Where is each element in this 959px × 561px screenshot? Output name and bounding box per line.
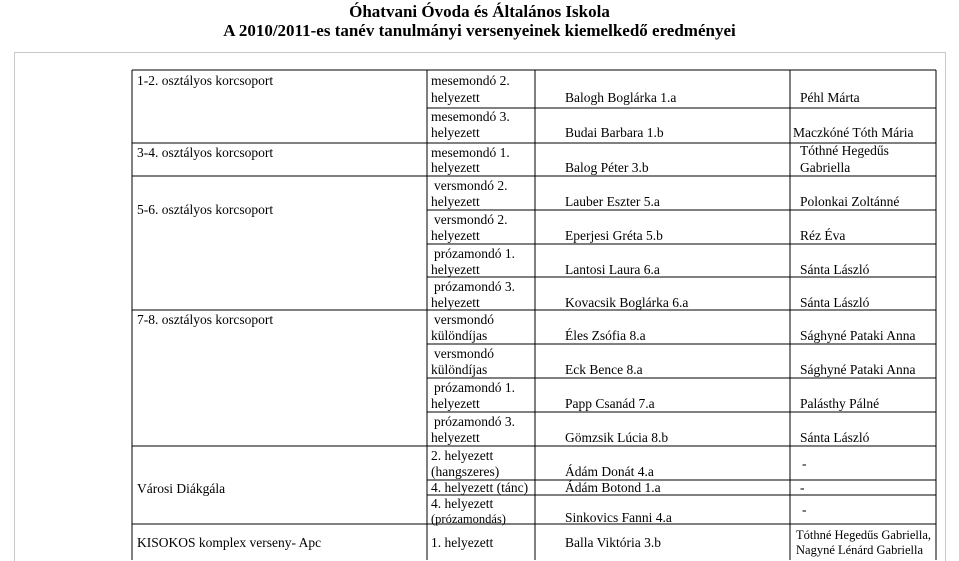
result-line: különdíjas <box>431 328 488 343</box>
result-line: prózamondó 1. <box>434 380 515 395</box>
teacher-name: Sághyné Pataki Anna <box>800 328 916 343</box>
result-line: helyezett <box>431 396 480 411</box>
result-line: helyezett <box>431 295 480 310</box>
student-name: Ádám Donát 4.a <box>565 464 654 479</box>
student-name: Sinkovics Fanni 4.a <box>565 510 672 525</box>
student-name: Papp Csanád 7.a <box>565 396 655 411</box>
teacher-name: Maczkóné Tóth Mária <box>793 125 914 140</box>
result-line: helyezett <box>431 262 480 277</box>
document-title: A 2010/2011-es tanév tanulmányi versenyeinek kiemelkedő eredményei <box>223 21 736 40</box>
teacher-name: - <box>802 502 807 517</box>
group-label-5-6: 5-6. osztályos korcsoport <box>137 202 274 217</box>
result-line: helyezett <box>431 160 480 175</box>
result-line: (prózamondás) <box>431 512 506 526</box>
group-label-kisokos: KISOKOS komplex verseny- Apc <box>137 535 322 550</box>
teacher-name: Réz Éva <box>800 228 846 243</box>
teacher-name: Tóthné Hegedűs <box>800 143 889 158</box>
student-name: Balog Péter 3.b <box>565 160 649 175</box>
result-line: versmondó 2. <box>434 178 508 193</box>
student-name: Budai Barbara 1.b <box>565 125 664 140</box>
teacher-name: Gabriella <box>800 160 851 175</box>
teacher-name: Sánta László <box>800 295 870 310</box>
result-line: prózamondó 3. <box>434 414 515 429</box>
result-line: versmondó <box>434 346 494 361</box>
result-line: helyezett <box>431 125 480 140</box>
result-line: versmondó <box>434 312 494 327</box>
result-line: (hangszeres) <box>431 464 500 479</box>
result-line: versmondó 2. <box>434 212 508 227</box>
teacher-name: - <box>802 456 807 471</box>
result-line: mesemondó 3. <box>431 109 510 124</box>
result-line: helyezett <box>431 90 480 105</box>
result-line: különdíjas <box>431 362 488 377</box>
teacher-name: Péhl Márta <box>800 90 860 105</box>
teacher-name: Palásthy Pálné <box>800 396 880 411</box>
result-line: mesemondó 2. <box>431 73 510 88</box>
group-label-7-8: 7-8. osztályos korcsoport <box>137 312 274 327</box>
teacher-name: - <box>800 480 805 495</box>
teacher-name: Sánta László <box>800 430 870 445</box>
result-line: 2. helyezett <box>431 448 494 463</box>
student-name: Lauber Eszter 5.a <box>565 194 660 209</box>
teacher-name: Nagyné Lénárd Gabriella <box>796 543 924 557</box>
student-name: Gömzsik Lúcia 8.b <box>565 430 669 445</box>
student-name: Balla Viktória 3.b <box>565 535 662 550</box>
teacher-name: Polonkai Zoltánné <box>800 194 900 209</box>
school-name: Óhatvani Óvoda és Általános Iskola <box>349 2 610 21</box>
student-name: Éles Zsófia 8.a <box>565 328 646 343</box>
teacher-name: Sághyné Pataki Anna <box>800 362 916 377</box>
teacher-name: Tóthné Hegedűs Gabriella, <box>796 528 932 542</box>
result-line: prózamondó 3. <box>434 279 515 294</box>
group-label-1-2: 1-2. osztályos korcsoport <box>137 73 274 88</box>
teacher-name: Sánta László <box>800 262 870 277</box>
group-label-3-4: 3-4. osztályos korcsoport <box>137 145 274 160</box>
result-line: mesemondó 1. <box>431 145 510 160</box>
result-line: prózamondó 1. <box>434 246 515 261</box>
result-line: helyezett <box>431 228 480 243</box>
result-line: 4. helyezett <box>431 496 494 511</box>
student-name: Eck Bence 8.a <box>565 362 643 377</box>
student-name: Ádám Botond 1.a <box>565 480 661 495</box>
result-line: 4. helyezett (tánc) <box>431 480 529 495</box>
student-name: Lantosi Laura 6.a <box>565 262 660 277</box>
result-line: helyezett <box>431 194 480 209</box>
result-line: helyezett <box>431 430 480 445</box>
group-label-varosi: Városi Diákgála <box>137 481 226 496</box>
student-name: Kovacsik Boglárka 6.a <box>565 295 689 310</box>
result-line: 1. helyezett <box>431 535 494 550</box>
student-name: Eperjesi Gréta 5.b <box>565 228 663 243</box>
student-name: Balogh Boglárka 1.a <box>565 90 677 105</box>
